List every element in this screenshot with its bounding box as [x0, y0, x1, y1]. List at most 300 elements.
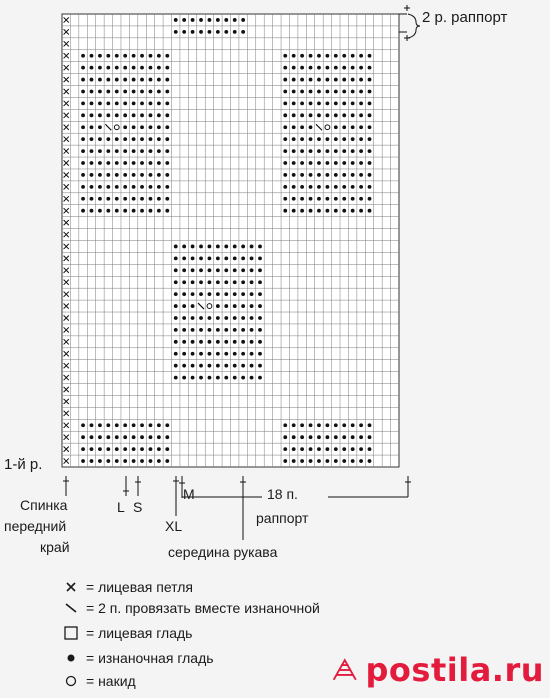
purl-dot	[351, 113, 355, 117]
purl-dot	[334, 185, 338, 189]
purl-dot	[174, 292, 178, 296]
purl-dot	[317, 113, 321, 117]
purl-dot	[325, 197, 329, 201]
purl-dot	[283, 66, 287, 70]
purl-dot	[342, 149, 346, 153]
purl-dot	[191, 316, 195, 320]
purl-dot	[359, 90, 363, 94]
purl-dot	[250, 376, 254, 380]
purl-dot	[81, 185, 85, 189]
purl-dot	[325, 447, 329, 451]
purl-dot	[317, 423, 321, 427]
purl-dot	[334, 125, 338, 129]
size-label-m: M	[183, 486, 195, 502]
purl-dot	[98, 435, 102, 439]
purl-dot	[174, 364, 178, 368]
legend-row-square	[62, 624, 192, 642]
purl-dot	[241, 316, 245, 320]
purl-dot	[98, 149, 102, 153]
purl-dot	[216, 304, 220, 308]
purl-dot	[191, 340, 195, 344]
purl-dot	[317, 137, 321, 141]
purl-dot	[123, 447, 127, 451]
purl-dot	[309, 423, 313, 427]
purl-dot	[216, 316, 220, 320]
purl-dot	[292, 78, 296, 82]
purl-dot	[342, 90, 346, 94]
purl-dot	[233, 268, 237, 272]
caption-edge: край	[40, 539, 70, 555]
purl-dot	[191, 268, 195, 272]
purl-dot	[174, 352, 178, 356]
purl-dot	[250, 268, 254, 272]
size-label-l: L	[117, 499, 125, 515]
purl-dot	[81, 137, 85, 141]
purl-dot	[224, 364, 228, 368]
purl-dot	[140, 90, 144, 94]
purl-dot	[250, 280, 254, 284]
purl-dot	[81, 209, 85, 213]
purl-dot	[351, 125, 355, 129]
purl-dot	[224, 376, 228, 380]
purl-dot	[351, 161, 355, 165]
purl-dot	[325, 161, 329, 165]
purl-dot	[334, 459, 338, 463]
purl-dot	[334, 102, 338, 106]
purl-dot	[241, 376, 245, 380]
purl-dot	[342, 209, 346, 213]
purl-dot	[81, 90, 85, 94]
purl-dot	[157, 149, 161, 153]
purl-dot	[317, 447, 321, 451]
purl-dot	[224, 245, 228, 249]
purl-dot	[208, 268, 212, 272]
purl-dot	[140, 113, 144, 117]
purl-dot	[258, 364, 262, 368]
purl-dot	[241, 340, 245, 344]
purl-dot	[106, 78, 110, 82]
purl-dot	[157, 447, 161, 451]
purl-dot	[334, 54, 338, 58]
purl-dot	[123, 125, 127, 129]
purl-dot	[334, 447, 338, 451]
purl-dot	[359, 185, 363, 189]
purl-dot	[149, 435, 153, 439]
purl-dot	[132, 161, 136, 165]
purl-dot	[208, 328, 212, 332]
repeat-18-word-label: раппорт	[256, 510, 309, 526]
purl-dot	[334, 197, 338, 201]
purl-dot	[317, 90, 321, 94]
purl-dot	[342, 435, 346, 439]
purl-dot	[283, 173, 287, 177]
open-circle-icon	[62, 672, 80, 690]
purl-dot	[123, 78, 127, 82]
purl-dot	[250, 316, 254, 320]
purl-dot	[258, 304, 262, 308]
purl-dot	[368, 149, 372, 153]
purl-dot	[174, 376, 178, 380]
purl-dot	[250, 328, 254, 332]
purl-dot	[233, 316, 237, 320]
size-label-xl: XL	[165, 518, 183, 534]
purl-dot	[283, 197, 287, 201]
legend-row-slash	[62, 599, 320, 617]
purl-dot	[283, 90, 287, 94]
legend-row-dot	[62, 649, 214, 667]
purl-dot	[224, 316, 228, 320]
purl-dot	[351, 197, 355, 201]
purl-dot	[208, 364, 212, 368]
purl-dot	[368, 102, 372, 106]
purl-dot	[140, 459, 144, 463]
purl-dot	[342, 113, 346, 117]
purl-dot	[90, 102, 94, 106]
purl-dot	[149, 447, 153, 451]
purl-dot	[165, 113, 169, 117]
purl-dot	[140, 185, 144, 189]
purl-dot	[115, 54, 119, 58]
purl-dot	[157, 66, 161, 70]
purl-dot	[317, 197, 321, 201]
purl-dot	[182, 364, 186, 368]
purl-dot	[106, 66, 110, 70]
purl-dot	[359, 102, 363, 106]
purl-dot	[106, 459, 110, 463]
purl-dot	[81, 78, 85, 82]
purl-dot	[90, 197, 94, 201]
purl-dot	[292, 137, 296, 141]
purl-dot	[123, 185, 127, 189]
purl-dot	[292, 459, 296, 463]
purl-dot	[208, 280, 212, 284]
purl-dot	[325, 54, 329, 58]
purl-dot	[351, 66, 355, 70]
purl-dot	[292, 435, 296, 439]
purl-dot	[182, 18, 186, 22]
purl-dot	[81, 54, 85, 58]
purl-dot	[241, 304, 245, 308]
purl-dot	[342, 66, 346, 70]
purl-dot	[325, 173, 329, 177]
purl-dot	[216, 245, 220, 249]
purl-dot	[342, 137, 346, 141]
purl-dot	[165, 78, 169, 82]
purl-dot	[182, 328, 186, 332]
purl-dot	[283, 149, 287, 153]
purl-dot	[140, 78, 144, 82]
purl-dot	[250, 245, 254, 249]
purl-dot	[165, 185, 169, 189]
purl-dot	[98, 459, 102, 463]
purl-dot	[132, 447, 136, 451]
purl-dot	[132, 113, 136, 117]
purl-dot	[317, 54, 321, 58]
purl-dot	[283, 209, 287, 213]
purl-dot	[90, 149, 94, 153]
purl-dot	[208, 30, 212, 34]
purl-dot	[132, 125, 136, 129]
purl-dot	[199, 376, 203, 380]
purl-dot	[309, 125, 313, 129]
purl-dot	[334, 113, 338, 117]
purl-dot	[115, 149, 119, 153]
purl-dot	[81, 173, 85, 177]
purl-dot	[258, 292, 262, 296]
purl-dot	[368, 209, 372, 213]
purl-dot	[233, 292, 237, 296]
purl-dot	[368, 137, 372, 141]
purl-dot	[132, 149, 136, 153]
purl-dot	[132, 459, 136, 463]
purl-dot	[157, 78, 161, 82]
purl-dot	[283, 161, 287, 165]
purl-dot	[149, 149, 153, 153]
purl-dot	[199, 292, 203, 296]
purl-dot	[157, 197, 161, 201]
purl-dot	[216, 256, 220, 260]
purl-dot	[157, 423, 161, 427]
purl-dot	[334, 209, 338, 213]
purl-dot	[123, 209, 127, 213]
purl-dot	[165, 149, 169, 153]
purl-dot	[300, 459, 304, 463]
purl-dot	[81, 423, 85, 427]
purl-dot	[359, 459, 363, 463]
purl-dot	[123, 54, 127, 58]
purl-dot	[224, 280, 228, 284]
purl-dot	[224, 18, 228, 22]
caption-back: Спинка	[20, 497, 68, 513]
purl-dot	[182, 256, 186, 260]
purl-dot	[115, 197, 119, 201]
purl-dot	[106, 173, 110, 177]
marker-back-edge	[63, 478, 69, 484]
purl-dot	[224, 304, 228, 308]
purl-dot	[199, 280, 203, 284]
purl-dot	[300, 125, 304, 129]
purl-dot	[351, 54, 355, 58]
purl-dot	[359, 78, 363, 82]
purl-dot	[191, 328, 195, 332]
purl-dot	[149, 102, 153, 106]
purl-dot	[140, 197, 144, 201]
purl-dot	[106, 435, 110, 439]
purl-dot	[351, 102, 355, 106]
legend-row-circle	[62, 672, 136, 690]
purl-dot	[258, 376, 262, 380]
purl-dot	[250, 364, 254, 368]
purl-dot	[359, 197, 363, 201]
purl-dot	[300, 209, 304, 213]
purl-dot	[106, 54, 110, 58]
purl-dot	[300, 423, 304, 427]
purl-dot	[174, 30, 178, 34]
purl-dot	[258, 245, 262, 249]
purl-dot	[165, 209, 169, 213]
purl-dot	[115, 447, 119, 451]
purl-dot	[342, 78, 346, 82]
purl-dot	[115, 423, 119, 427]
purl-dot	[325, 78, 329, 82]
purl-dot	[309, 90, 313, 94]
purl-dot	[106, 423, 110, 427]
purl-dot	[224, 340, 228, 344]
purl-dot	[359, 161, 363, 165]
purl-dot	[241, 364, 245, 368]
purl-dot	[182, 352, 186, 356]
purl-dot	[199, 316, 203, 320]
purl-dot	[233, 376, 237, 380]
purl-dot	[115, 209, 119, 213]
purl-dot	[98, 447, 102, 451]
purl-dot	[300, 54, 304, 58]
purl-dot	[283, 54, 287, 58]
purl-dot	[157, 459, 161, 463]
purl-dot	[241, 268, 245, 272]
purl-dot	[309, 54, 313, 58]
purl-dot	[359, 125, 363, 129]
purl-dot	[149, 185, 153, 189]
purl-dot	[106, 447, 110, 451]
purl-dot	[334, 423, 338, 427]
purl-dot	[140, 423, 144, 427]
purl-dot	[233, 352, 237, 356]
purl-dot	[351, 209, 355, 213]
purl-dot	[199, 18, 203, 22]
purl-dot	[325, 137, 329, 141]
purl-dot	[140, 54, 144, 58]
purl-dot	[165, 137, 169, 141]
purl-dot	[351, 137, 355, 141]
purl-dot	[123, 423, 127, 427]
purl-dot	[317, 435, 321, 439]
purl-dot	[368, 185, 372, 189]
purl-dot	[165, 54, 169, 58]
purl-dot	[368, 435, 372, 439]
purl-dot	[317, 78, 321, 82]
legend-text-circle: = накид	[86, 673, 136, 689]
purl-dot	[224, 30, 228, 34]
marker-l	[123, 488, 129, 494]
purl-dot	[81, 125, 85, 129]
purl-dot	[81, 197, 85, 201]
purl-dot	[368, 161, 372, 165]
purl-dot	[317, 173, 321, 177]
purl-dot	[106, 149, 110, 153]
purl-dot	[342, 447, 346, 451]
purl-dot	[157, 435, 161, 439]
purl-dot	[233, 30, 237, 34]
purl-dot	[317, 149, 321, 153]
purl-dot	[140, 435, 144, 439]
purl-dot	[90, 78, 94, 82]
purl-dot	[106, 209, 110, 213]
repeat-2-rows-label: 2 р. раппорт	[422, 9, 508, 26]
purl-dot	[132, 54, 136, 58]
purl-dot	[216, 340, 220, 344]
purl-dot	[325, 209, 329, 213]
purl-dot	[106, 102, 110, 106]
purl-dot	[90, 459, 94, 463]
marker-repeat-end	[405, 479, 411, 485]
purl-dot	[216, 352, 220, 356]
purl-dot	[81, 149, 85, 153]
purl-dot	[359, 423, 363, 427]
purl-dot	[132, 435, 136, 439]
purl-dot	[250, 256, 254, 260]
purl-dot	[90, 435, 94, 439]
purl-dot	[351, 423, 355, 427]
purl-dot	[216, 328, 220, 332]
purl-dot	[300, 435, 304, 439]
purl-dot	[199, 352, 203, 356]
purl-dot	[90, 125, 94, 129]
purl-dot	[123, 102, 127, 106]
legend-text-dot: = изнаночная гладь	[86, 650, 214, 666]
purl-dot	[98, 102, 102, 106]
purl-dot	[90, 173, 94, 177]
purl-dot	[199, 328, 203, 332]
purl-dot	[300, 197, 304, 201]
purl-dot	[140, 66, 144, 70]
purl-dot	[115, 66, 119, 70]
purl-dot	[157, 209, 161, 213]
purl-dot	[165, 173, 169, 177]
purl-dot	[258, 268, 262, 272]
purl-dot	[351, 447, 355, 451]
purl-dot	[368, 125, 372, 129]
purl-dot	[106, 90, 110, 94]
purl-dot	[98, 423, 102, 427]
purl-dot	[90, 185, 94, 189]
purl-dot	[132, 209, 136, 213]
purl-dot	[216, 268, 220, 272]
purl-dot	[115, 161, 119, 165]
purl-dot	[292, 423, 296, 427]
purl-dot	[359, 54, 363, 58]
purl-dot	[140, 137, 144, 141]
purl-dot	[342, 423, 346, 427]
purl-dot	[191, 352, 195, 356]
purl-dot	[149, 197, 153, 201]
purl-dot	[309, 102, 313, 106]
purl-dot	[174, 316, 178, 320]
purl-dot	[351, 435, 355, 439]
purl-dot	[216, 280, 220, 284]
purl-dot	[174, 268, 178, 272]
purl-dot	[174, 18, 178, 22]
purl-dot	[292, 102, 296, 106]
purl-dot	[325, 185, 329, 189]
purl-dot	[309, 185, 313, 189]
purl-dot	[300, 161, 304, 165]
purl-dot	[233, 340, 237, 344]
purl-dot	[334, 435, 338, 439]
purl-dot	[90, 90, 94, 94]
purl-dot	[157, 54, 161, 58]
purl-dot	[292, 90, 296, 94]
purl-dot	[216, 364, 220, 368]
purl-dot	[325, 423, 329, 427]
purl-dot	[98, 197, 102, 201]
purl-dot	[174, 340, 178, 344]
purl-dot	[199, 268, 203, 272]
purl-dot	[208, 245, 212, 249]
purl-dot	[334, 137, 338, 141]
purl-dot	[81, 102, 85, 106]
purl-dot	[132, 90, 136, 94]
